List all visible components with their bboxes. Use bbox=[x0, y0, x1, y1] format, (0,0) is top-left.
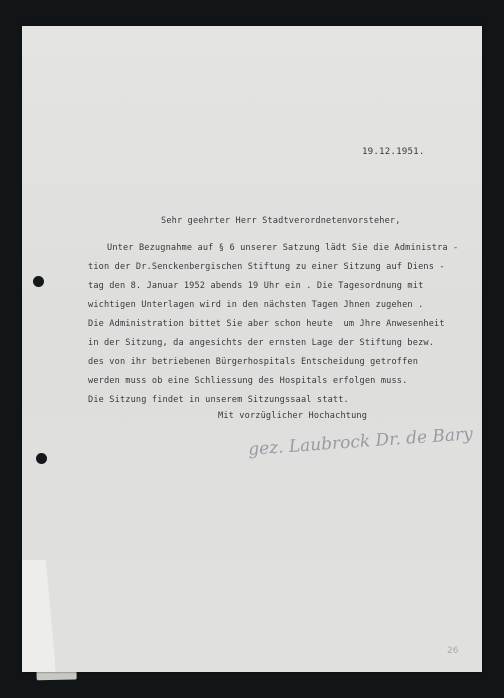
letter-date: 19.12.1951. bbox=[362, 146, 425, 157]
letter-sheet bbox=[22, 26, 482, 672]
body-line: wichtigen Unterlagen wird in den nächsten Tagen Jhnen zugehen . bbox=[88, 300, 424, 310]
body-line: des von ihr betriebenen Bürgerhospitals Entscheidung getroffen bbox=[88, 357, 419, 367]
body-line: werden muss ob eine Schliessung des Hospitals erfolgen muss. bbox=[88, 376, 408, 386]
body-line: Unter Bezugnahme auf § 6 unserer Satzung lädt Sie die Administra - bbox=[107, 243, 459, 253]
body-line: tag den 8. Januar 1952 abends 19 Uhr ein . Die Tagesordnung mit bbox=[88, 281, 424, 291]
body-line: tion der Dr.Senckenbergischen Stiftung zu einer Sitzung auf Diens - bbox=[88, 262, 445, 272]
salutation: Sehr geehrter Herr Stadtverordnetenvorsteher, bbox=[161, 216, 401, 226]
body-line: Die Administration bittet Sie aber schon heute um Jhre Anwesenheit bbox=[88, 319, 445, 329]
archive-page-number: 26 bbox=[447, 646, 459, 656]
closing-formula: Mit vorzüglicher Hochachtung bbox=[218, 411, 368, 421]
body-line: Die Sitzung findet in unserem Sitzungssaal statt. bbox=[88, 395, 349, 405]
punch-hole-upper bbox=[33, 276, 44, 287]
punch-hole-lower bbox=[36, 453, 47, 464]
body-line: in der Sitzung, da angesichts der ernsten Lage der Stiftung bezw. bbox=[88, 338, 435, 348]
handwritten-signature: gez. Laubrock Dr. de Bary bbox=[247, 424, 474, 460]
